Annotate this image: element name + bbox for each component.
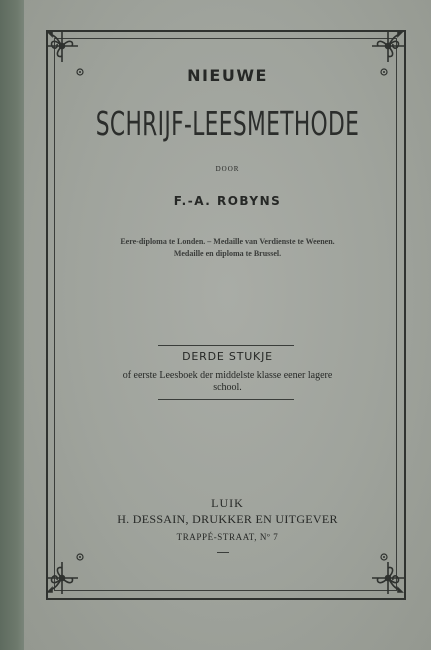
honours-line-2: Medaille en diploma te Brussel. [173,249,282,258]
part-label: DERDE STUKJE [182,350,273,363]
honours [24,236,431,260]
title-line-2: SCHRIJF-LEESMETHODE [95,104,360,143]
publisher: H. DESSAIN, DRUKKER EN UITGEVER [117,512,338,526]
subtitle [24,370,431,394]
subtitle-line-1: of eerste Leesboek der middelste klasse eener lagere [122,370,333,381]
rosette-icon [76,553,84,561]
book-cover [24,0,431,650]
title-line-1: NIEUWE [187,66,268,85]
honours-line-1: Eere-diploma te Londen. – Medaille van Verdienste te Weenen. [120,237,335,246]
closing-dash [217,552,229,553]
corner-ornament-icon [42,558,82,598]
rosette-icon [380,553,388,561]
divider-bottom [158,399,294,400]
corner-ornament-icon [368,26,408,66]
corner-ornament-icon [368,558,408,598]
divider-top [158,345,294,346]
subtitle-line-2: school. [213,382,242,393]
corner-ornament-icon [42,26,82,66]
author-name: F.-A. ROBYNS [173,194,282,208]
publication-place: LUIK [211,496,244,510]
book-spine [0,0,24,650]
publisher-address: TRAPPÉ-STRAAT, Nº 7 [176,532,279,542]
by-label: DOOR [215,165,240,173]
